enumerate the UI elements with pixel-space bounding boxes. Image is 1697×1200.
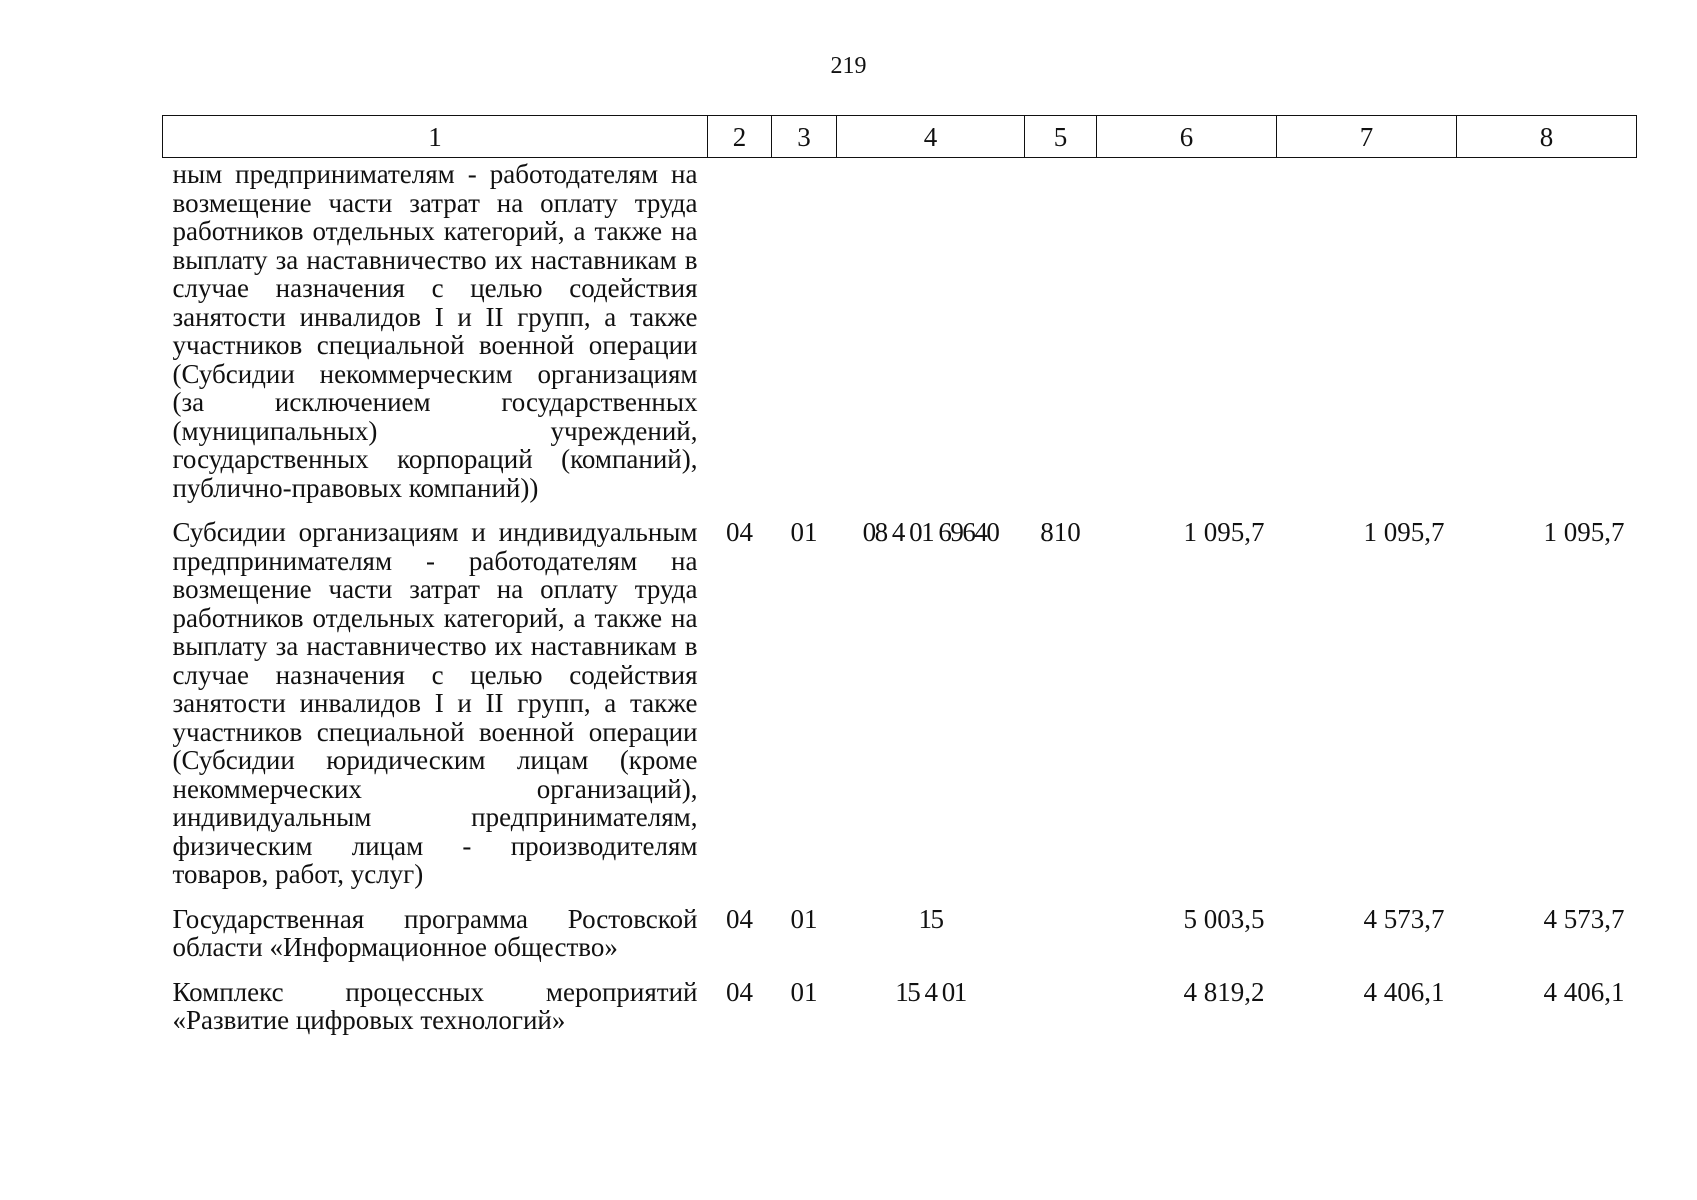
target-article-cell: 15 4 01 bbox=[895, 976, 966, 1007]
column-header: 4 bbox=[837, 116, 1025, 158]
amount-cell-col7 bbox=[1277, 158, 1457, 516]
column-header: 7 bbox=[1277, 116, 1457, 158]
table-row bbox=[163, 902, 1637, 975]
amount-cell-col7: 1 095,7 bbox=[1363, 517, 1445, 547]
amount-cell-col8: 4 406,1 bbox=[1543, 976, 1625, 1007]
page-number: 219 bbox=[830, 53, 867, 79]
amount-cell-col7: 4 406,1 bbox=[1363, 976, 1445, 1007]
section-cell: 04 bbox=[726, 903, 753, 934]
table-row bbox=[163, 975, 1637, 1048]
amount-cell-col6 bbox=[1097, 158, 1277, 516]
expense-type-cell bbox=[1025, 902, 1097, 975]
column-header: 3 bbox=[772, 116, 837, 158]
target-article-cell bbox=[837, 158, 1025, 516]
table-row bbox=[163, 515, 1637, 902]
expense-type-cell bbox=[1025, 158, 1097, 516]
target-article-cell: 15 bbox=[918, 903, 943, 934]
target-article-cell: 08 4 01 69640 bbox=[862, 517, 999, 547]
row-name-cell: Субсидии организациям и индивидуальным предпринимателям - работодателям на возмещение части затрат на оплату труда работников отдельных категорий, а также на выплату за наставничество их наставникам в случае назначения с целью содействия занятости инвалидов I и II групп, а также участников специальной военной операции (Субсидии юридическим лицам (кроме некоммерческих организаций), индивидуальным предпринимателям, физическим лицам - производителям товаров, работ, услуг) bbox=[172, 517, 698, 889]
column-header: 5 bbox=[1025, 116, 1097, 158]
amount-cell-col8: 1 095,7 bbox=[1543, 517, 1625, 547]
row-name-cell: ным предпринимателям - работодателям на возмещение части затрат на оплату труда работников отдельных категорий, а также на выплату за наставничество их наставникам в случае назначения с целью содействия занятости инвалидов I и II групп, а также участников специальной военной операции (Субсидии некоммерческим организациям (за исключением государственных (муниципальных) учреждений, государственных корпораций (компаний), публично-правовых компаний)) bbox=[172, 159, 698, 503]
subsection-cell: 01 bbox=[790, 976, 818, 1007]
amount-cell-col7: 4 573,7 bbox=[1363, 903, 1445, 934]
section-cell bbox=[708, 158, 772, 516]
section-cell: 04 bbox=[726, 517, 753, 547]
subsection-cell: 01 bbox=[790, 903, 818, 934]
table-row bbox=[163, 158, 1637, 516]
amount-cell-col8 bbox=[1457, 158, 1637, 516]
amount-cell-col6: 1 095,7 bbox=[1183, 517, 1265, 547]
amount-cell-col8: 4 573,7 bbox=[1543, 903, 1625, 934]
subsection-cell bbox=[772, 158, 837, 516]
column-header: 8 bbox=[1457, 116, 1637, 158]
column-header: 2 bbox=[708, 116, 772, 158]
expense-type-cell: 810 bbox=[1040, 517, 1081, 547]
subsection-cell: 01 bbox=[790, 517, 818, 547]
amount-cell-col6: 4 819,2 bbox=[1183, 976, 1265, 1007]
amount-cell-col6: 5 003,5 bbox=[1183, 903, 1265, 934]
expense-type-cell bbox=[1025, 975, 1097, 1048]
section-cell: 04 bbox=[726, 976, 753, 1007]
column-header: 6 bbox=[1097, 116, 1277, 158]
row-name-cell: Комплекс процессных мероприятий «Развитие цифровых технологий» bbox=[172, 976, 698, 1035]
table-header-row bbox=[163, 116, 1637, 158]
budget-table bbox=[162, 115, 1637, 1048]
row-name-cell: Государственная программа Ростовской области «Информационное общество» bbox=[172, 903, 698, 962]
column-header: 1 bbox=[163, 116, 708, 158]
